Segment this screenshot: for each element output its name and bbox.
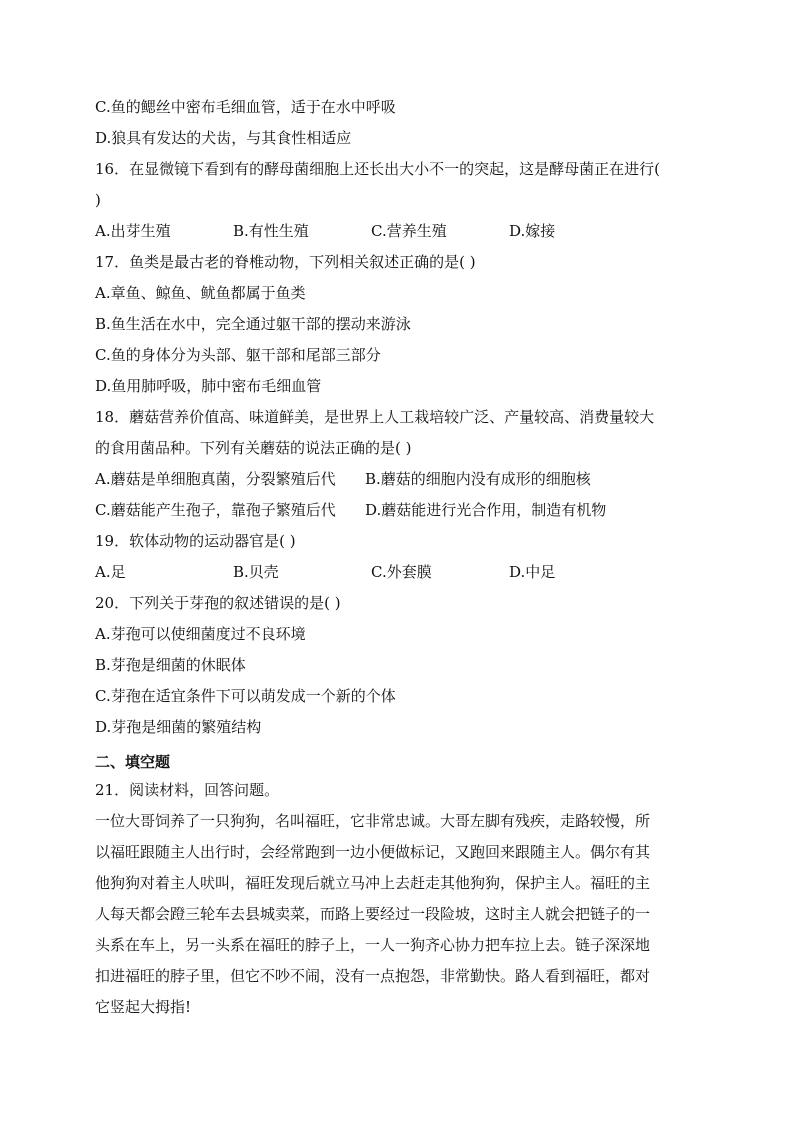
q21-passage-line: 它竖起大拇指! xyxy=(95,998,192,1016)
q21-passage-line: 扣进福旺的脖子里，但它不吵不闹，没有一点抱怨，非常勤快。路人看到福旺，都对 xyxy=(95,967,651,985)
q18-option-d: D.蘑菇能进行光合作用，制造有机物 xyxy=(365,501,607,519)
q21-passage-line: 他狗狗对着主人吠叫，福旺发现后就立马冲上去赶走其他狗狗，保护主人。福旺的主 xyxy=(95,874,651,892)
q21-passage-line: 以福旺跟随主人出行时，会经常跑到一边小便做标记，又跑回来跟随主人。偶尔有其 xyxy=(95,843,651,861)
q20-option-b: B.芽孢是细菌的休眠体 xyxy=(95,656,246,674)
q21-passage-line: 一位大哥饲养了一只狗狗，名叫福旺，它非常忠诚。大哥左脚有残疾，走路较慢，所 xyxy=(95,812,651,830)
q17-option-a: A.章鱼、鲸鱼、鱿鱼都属于鱼类 xyxy=(95,284,306,302)
q19-option-c: C.外套膜 xyxy=(371,563,432,581)
q18-options-row2 xyxy=(95,495,705,526)
q17-option-c: C.鱼的身体分为头部、躯干部和尾部三部分 xyxy=(95,346,381,364)
q17-stem: 17．鱼类是最古老的脊椎动物，下列相关叙述正确的是( ) xyxy=(95,253,476,271)
q18-stem-line1: 18．蘑菇营养价值高、味道鲜美，是世界上人工栽培较广泛、产量较高、消费量较大 xyxy=(95,408,655,426)
q19-stem: 19．软体动物的运动器官是( ) xyxy=(95,532,296,550)
q19-option-b: B.贝壳 xyxy=(233,563,279,581)
q20-option-d: D.芽孢是细菌的繁殖结构 xyxy=(95,718,262,736)
q16-option-c: C.营养生殖 xyxy=(371,222,447,240)
q18-options-row1 xyxy=(95,464,705,495)
q20-stem: 20．下列关于芽孢的叙述错误的是( ) xyxy=(95,594,341,612)
q18-option-a: A.蘑菇是单细胞真菌，分裂繁殖后代 xyxy=(95,470,336,488)
q16-stem-line1: 16．在显微镜下看到有的酵母菌细胞上还长出大小不一的突起，这是酵母菌正在进行( xyxy=(95,160,660,178)
option-d-q15: D.狼具有发达的犬齿，与其食性相适应 xyxy=(95,129,352,147)
section-title-fill-in: 二、填空题 xyxy=(95,753,171,771)
q16-options xyxy=(95,216,705,247)
q19-option-d: D.中足 xyxy=(509,563,556,581)
q20-option-c: C.芽孢在适宜条件下可以萌发成一个新的个体 xyxy=(95,687,396,705)
q16-option-b: B.有性生殖 xyxy=(233,222,309,240)
q16-stem-line2: ) xyxy=(95,191,101,209)
q19-option-a: A.足 xyxy=(95,563,126,581)
q18-stem-line2: 的食用菌品种。下列有关蘑菇的说法正确的是( ) xyxy=(95,439,412,457)
q21-passage-line: 人每天都会蹬三轮车去县城卖菜，而路上要经过一段险坡，这时主人就会把链子的一 xyxy=(95,905,651,923)
q18-option-b: B.蘑菇的细胞内没有成形的细胞核 xyxy=(365,470,591,488)
q18-option-c: C.蘑菇能产生孢子，靠孢子繁殖后代 xyxy=(95,501,336,519)
q16-option-d: D.嫁接 xyxy=(509,222,556,240)
exam-page xyxy=(95,92,705,1023)
q17-option-d: D.鱼用肺呼吸，肺中密布毛细血管 xyxy=(95,377,322,395)
q20-option-a: A.芽孢可以使细菌度过不良环境 xyxy=(95,625,306,643)
q19-options xyxy=(95,557,705,588)
option-c-q15: C.鱼的鳃丝中密布毛细血管，适于在水中呼吸 xyxy=(95,98,396,116)
q21-passage-line: 头系在车上，另一头系在福旺的脖子上，一人一狗齐心协力把车拉上去。链子深深地 xyxy=(95,936,651,954)
q21-stem: 21．阅读材料，回答问题。 xyxy=(95,781,280,799)
q17-option-b: B.鱼生活在水中，完全通过躯干部的摆动来游泳 xyxy=(95,315,411,333)
q16-option-a: A.出芽生殖 xyxy=(95,222,171,240)
